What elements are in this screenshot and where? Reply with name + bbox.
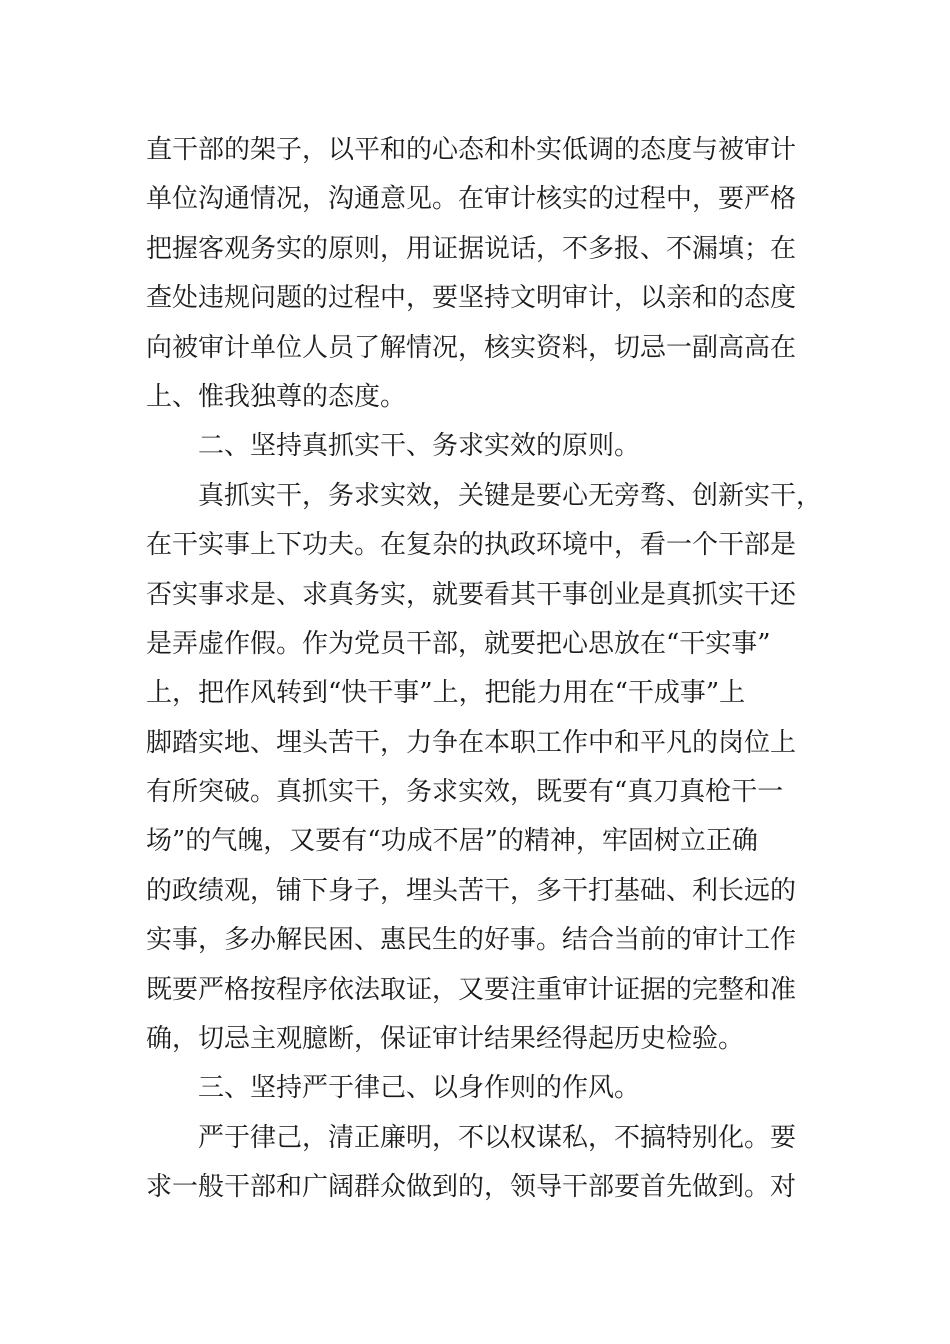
text-line: 直干部的架子，以平和的心态和朴实低调的态度与被审计 bbox=[146, 135, 797, 165]
text-line: 场”的气魄，又要有“功成不居”的精神，牢固树立正确 bbox=[146, 826, 758, 857]
text-line: 有所突破。真抓实干，务求实效，既要有“真刀真枪干一 bbox=[146, 777, 784, 808]
text-line: 三、坚持严于律己、以身作则的作风。 bbox=[198, 1073, 641, 1104]
text-line: 确，切忌主观臆断，保证审计结果经得起历史检验。 bbox=[146, 1024, 745, 1055]
text-line: 二、坚持真抓实干、务求实效的原则。 bbox=[198, 431, 641, 462]
text-line: 真抓实干，务求实效，关键是要心无旁骛、创新实干， bbox=[198, 480, 823, 511]
text-line: 向被审计单位人员了解情况，核实资料，切忌一副高高在 bbox=[146, 332, 797, 363]
text-line: 上，把作风转到“快干事”上，把能力用在“干成事”上 bbox=[146, 678, 746, 709]
text-line: 上、惟我独尊的态度。 bbox=[146, 381, 407, 412]
text-line: 是弄虚作假。作为党员干部，就要把心思放在“干实事” bbox=[146, 628, 771, 659]
body-text bbox=[146, 126, 826, 1213]
text-line: 把握客观务实的原则，用证据说话，不多报、不漏填；在 bbox=[146, 233, 797, 264]
text-line: 求一般干部和广阔群众做到的，领导干部要首先做到。对 bbox=[146, 1172, 797, 1203]
text-line: 脚踏实地、埋头苦干，力争在本职工作中和平凡的岗位上 bbox=[146, 727, 797, 758]
text-line: 实事，多办解民困、惠民生的好事。结合当前的审计工作 bbox=[146, 925, 797, 956]
text-line: 的政绩观，铺下身子，埋头苦干，多干打基础、利长远的 bbox=[146, 875, 797, 906]
text-line: 既要严格按程序依法取证，又要注重审计证据的完整和准 bbox=[146, 974, 797, 1005]
text-line: 单位沟通情况，沟通意见。在审计核实的过程中，要严格 bbox=[146, 184, 797, 215]
text-line: 查处违规问题的过程中，要坚持文明审计，以亲和的态度 bbox=[146, 283, 797, 314]
text-line: 严于律己，清正廉明，不以权谋私，不搞特别化。要 bbox=[198, 1122, 797, 1153]
text-line: 否实事求是、求真务实，就要看其干事创业是真抓实干还 bbox=[146, 579, 797, 610]
text-line: 在干实事上下功夫。在复杂的执政环境中，看一个干部是 bbox=[146, 530, 797, 561]
